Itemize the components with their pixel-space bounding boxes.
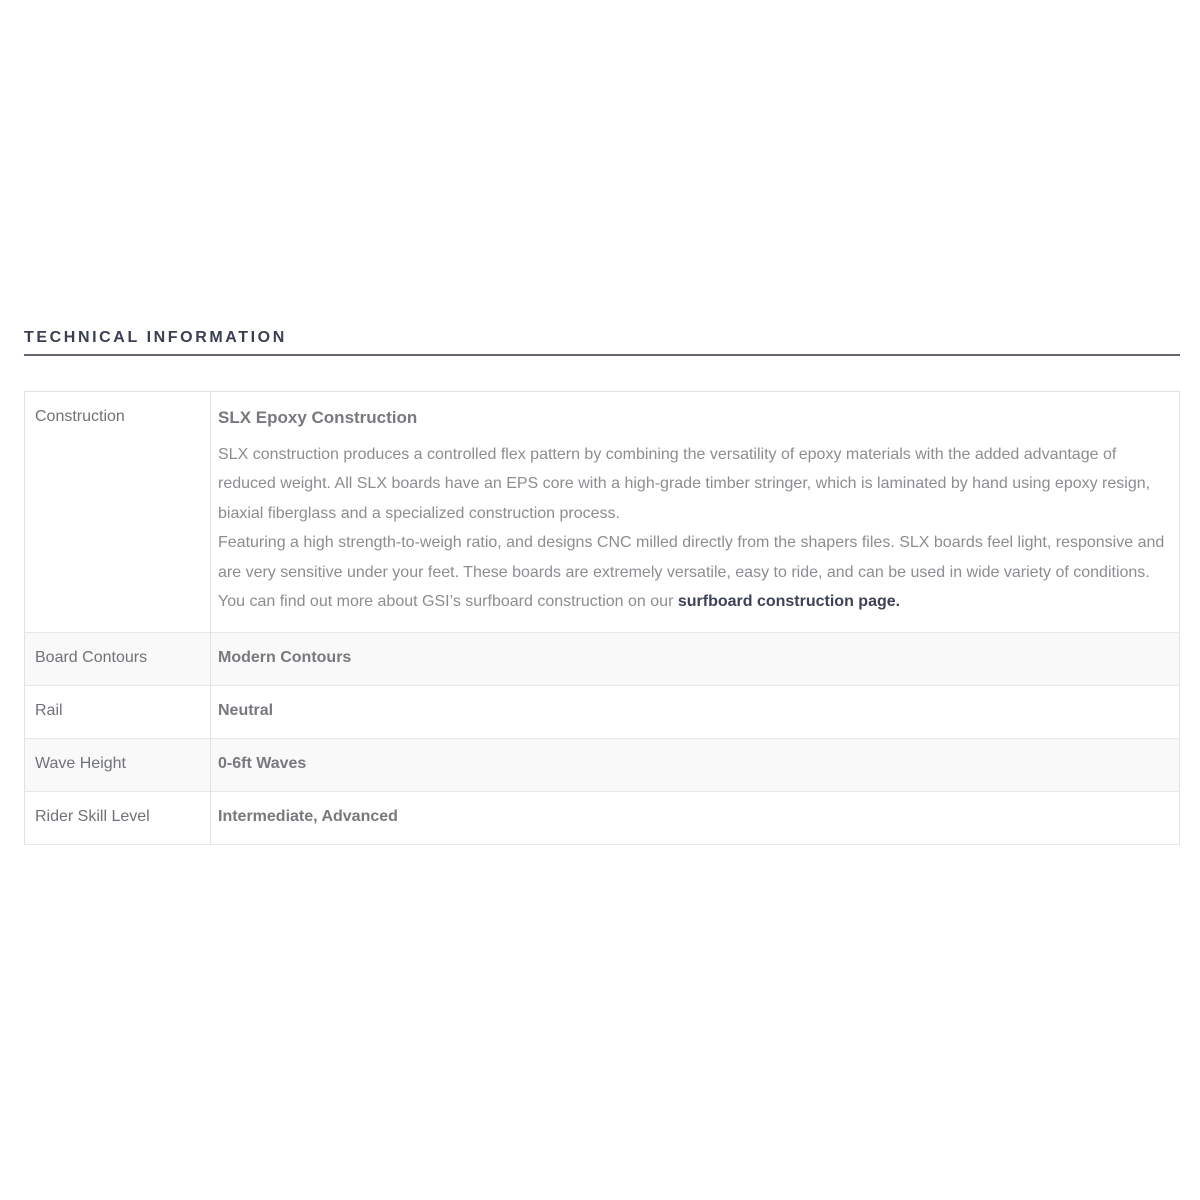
link-paragraph-suffix: . bbox=[895, 593, 901, 611]
link-paragraph-prefix: You can find out more about GSI’s surfboard construction on our bbox=[218, 593, 678, 611]
construction-paragraph-1: SLX construction produces a controlled flex pattern by combining the versatility of epoxy materials with the added advantage of reduced weight. All SLX boards have an EPS core with a high-grade timber stringer, which is laminated by hand using epoxy resign, biaxial fiberglass and a specialized construction process. bbox=[218, 445, 1151, 522]
surfboard-construction-page-link[interactable]: surfboard construction page bbox=[677, 593, 896, 611]
table-row-wave-height bbox=[25, 739, 1180, 792]
row-value-board-contours: Modern Contours bbox=[218, 649, 352, 667]
row-label-rail: Rail bbox=[25, 686, 211, 739]
row-value-rider-skill-level: Intermediate, Advanced bbox=[218, 808, 398, 826]
row-value-rail: Neutral bbox=[218, 702, 274, 720]
table-row-board-contours bbox=[25, 633, 1180, 686]
row-label-rider-skill-level: Rider Skill Level bbox=[25, 792, 211, 845]
technical-info-table bbox=[24, 391, 1180, 845]
construction-paragraph-2: Featuring a high strength-to-weigh ratio, and designs CNC milled directly from the shapers files. SLX boards feel light, responsive and are very sensitive under your feet. These boards are extremely versatile, easy to ride, and can be used in wide variety of conditions. bbox=[218, 534, 1165, 581]
row-value-construction bbox=[211, 392, 1180, 633]
row-value-wave-height: 0-6ft Waves bbox=[218, 755, 307, 773]
row-label-wave-height: Wave Height bbox=[25, 739, 211, 792]
construction-value-title: SLX Epoxy Construction bbox=[218, 408, 418, 427]
table-row-construction bbox=[25, 392, 1180, 633]
table-row-rail bbox=[25, 686, 1180, 739]
construction-paragraph-3 bbox=[218, 587, 1169, 617]
row-label-board-contours: Board Contours bbox=[25, 633, 211, 686]
section-title: TECHNICAL INFORMATION bbox=[24, 328, 1180, 356]
table-row-rider-skill-level bbox=[25, 792, 1180, 845]
row-label-construction: Construction bbox=[25, 392, 211, 633]
